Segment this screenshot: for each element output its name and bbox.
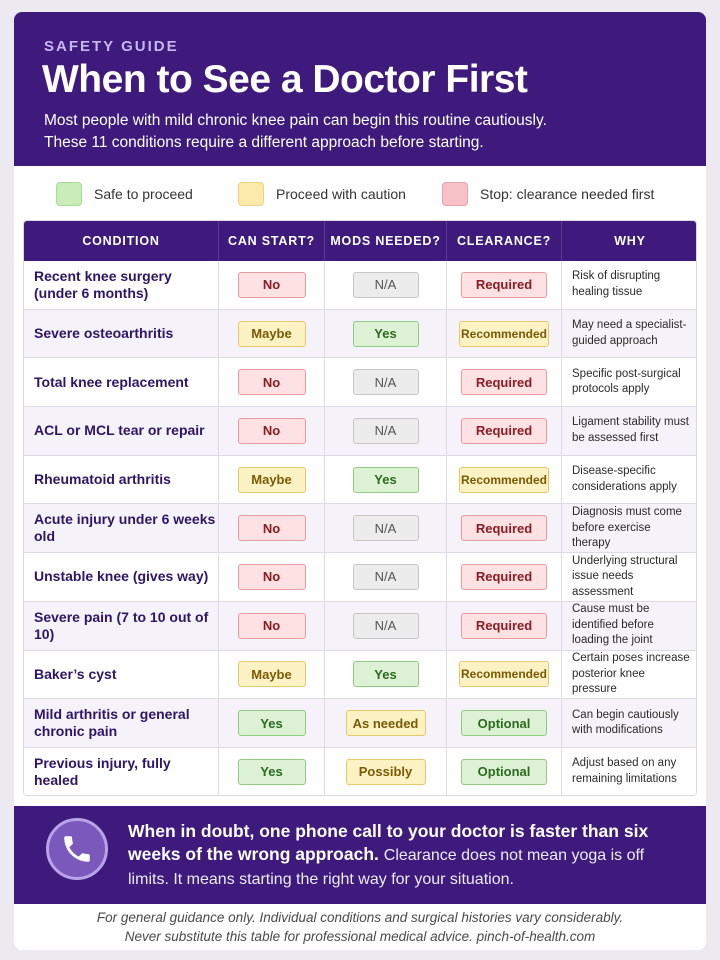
legend-item-caution [238, 182, 406, 206]
condition-cell: Recent knee surgery (under 6 months) [24, 261, 219, 309]
clearance-cell [447, 456, 562, 504]
can-start-cell [219, 261, 325, 309]
can-start-badge: No [238, 369, 306, 395]
condition-cell: Acute injury under 6 weeks old [24, 504, 219, 552]
mods-needed-cell [325, 602, 447, 650]
footer-disclaimer [14, 908, 706, 946]
can-start-badge: No [238, 418, 306, 444]
why-cell: Risk of disrupting healing tissue [572, 270, 661, 298]
mods-needed-badge: N/A [353, 369, 419, 395]
can-start-cell [219, 407, 325, 455]
why-cell: Cause must be identified before loading the joint [572, 603, 654, 647]
table-row [24, 602, 697, 651]
clearance-cell [447, 358, 562, 406]
mods-needed-badge: N/A [353, 613, 419, 639]
condition-cell: Unstable knee (gives way) [24, 553, 219, 601]
mods-needed-cell [325, 310, 447, 358]
clearance-badge: Required [461, 272, 547, 298]
mods-needed-badge: N/A [353, 272, 419, 298]
intro-line-1: Most people with mild chronic knee pain can begin this routine cautiously. [44, 112, 547, 129]
column-header-mods-needed: MODS NEEDED? [325, 221, 447, 261]
clearance-cell [447, 602, 562, 650]
table-row [24, 699, 697, 748]
mods-needed-badge: Yes [353, 661, 419, 687]
why-cell: Can begin cautiously with modifications [572, 708, 679, 737]
condition-cell: Severe pain (7 to 10 out of 10) [24, 602, 219, 650]
page-title: When to See a Doctor First [42, 58, 528, 101]
can-start-cell [219, 310, 325, 358]
table-row [24, 651, 697, 700]
column-header-clearance: CLEARANCE? [447, 221, 562, 261]
clearance-cell [447, 261, 562, 309]
header-banner [14, 12, 706, 166]
clearance-badge: Required [461, 515, 547, 541]
clearance-cell [447, 504, 562, 552]
legend-label: Safe to proceed [94, 186, 193, 202]
clearance-badge: Recommended [459, 321, 549, 347]
can-start-badge: Yes [238, 759, 306, 785]
mods-needed-badge: N/A [353, 515, 419, 541]
legend-item-safe [56, 182, 193, 206]
table-row [24, 261, 697, 310]
mods-needed-badge: Possibly [346, 759, 426, 785]
clearance-cell [447, 553, 562, 601]
clearance-badge: Required [461, 418, 547, 444]
table-header [24, 221, 697, 261]
footer-line-2: Never substitute this table for professional medical advice. pinch-of-health.com [124, 929, 596, 944]
can-start-cell [219, 553, 325, 601]
table-body [24, 261, 697, 796]
why-cell: Underlying structural issue needs assessment [572, 554, 678, 598]
mods-needed-cell [325, 407, 447, 455]
can-start-cell [219, 456, 325, 504]
legend-swatch-red [442, 182, 468, 206]
clearance-cell [447, 651, 562, 699]
can-start-badge: Maybe [238, 321, 306, 347]
can-start-badge: Maybe [238, 467, 306, 493]
mods-needed-badge: Yes [353, 321, 419, 347]
condition-cell: Previous injury, fully healed [24, 748, 219, 796]
condition-cell: Rheumatoid arthritis [24, 456, 219, 504]
table-row [24, 553, 697, 602]
condition-cell: Total knee replacement [24, 358, 219, 406]
column-header-why: WHY [614, 234, 646, 248]
why-cell: May need a specialist-guided approach [572, 319, 687, 347]
clearance-badge: Recommended [459, 661, 549, 687]
why-cell: Ligament stability must be assessed first [572, 416, 689, 444]
conditions-table [23, 220, 697, 796]
table-row [24, 748, 697, 796]
why-cell: Adjust based on any remaining limitations [572, 757, 677, 785]
mods-needed-cell [325, 261, 447, 309]
table-row [24, 407, 697, 456]
table-row [24, 358, 697, 407]
doctor-callout [14, 806, 706, 904]
mods-needed-badge: N/A [353, 418, 419, 444]
eyebrow-label: SAFETY GUIDE [44, 38, 179, 55]
why-cell: Certain poses increase posterior knee pressure [572, 652, 690, 696]
clearance-badge: Recommended [459, 467, 549, 493]
legend-swatch-yellow [238, 182, 264, 206]
callout-bold-text: When in doubt, one phone call to your doctor is faster than six weeks of the wrong approach. [128, 821, 649, 864]
can-start-cell [219, 699, 325, 747]
mods-needed-badge: N/A [353, 564, 419, 590]
clearance-badge: Optional [461, 759, 547, 785]
mods-needed-badge: Yes [353, 467, 419, 493]
condition-cell: Baker’s cyst [24, 651, 219, 699]
mods-needed-cell [325, 456, 447, 504]
can-start-cell [219, 602, 325, 650]
clearance-cell [447, 310, 562, 358]
safety-guide-card [14, 12, 706, 950]
callout-body-text: Clearance does not mean yoga is off limits. It means starting the right way for your situation. [128, 847, 645, 888]
table-row [24, 310, 697, 359]
clearance-cell [447, 748, 562, 796]
intro-line-2: These 11 conditions require a different approach before starting. [44, 134, 484, 151]
legend [14, 178, 706, 214]
clearance-badge: Required [461, 564, 547, 590]
can-start-badge: No [238, 515, 306, 541]
can-start-cell [219, 358, 325, 406]
clearance-badge: Required [461, 369, 547, 395]
mods-needed-cell [325, 504, 447, 552]
condition-cell: Severe osteoarthritis [24, 310, 219, 358]
phone-icon [46, 818, 108, 880]
clearance-badge: Required [461, 613, 547, 639]
why-cell: Disease-specific considerations apply [572, 465, 677, 493]
mods-needed-cell [325, 358, 447, 406]
can-start-cell [219, 504, 325, 552]
table-row [24, 456, 697, 505]
can-start-badge: No [238, 613, 306, 639]
mods-needed-badge: As needed [346, 710, 426, 736]
can-start-cell [219, 651, 325, 699]
why-cell: Specific post-surgical protocols apply [572, 367, 681, 396]
mods-needed-cell [325, 553, 447, 601]
clearance-badge: Optional [461, 710, 547, 736]
legend-item-stop [442, 182, 654, 206]
why-cell: Diagnosis must come before exercise therapy [572, 506, 682, 550]
mods-needed-cell [325, 651, 447, 699]
can-start-cell [219, 748, 325, 796]
column-header-condition: CONDITION [24, 221, 219, 261]
can-start-badge: Yes [238, 710, 306, 736]
can-start-badge: No [238, 272, 306, 298]
clearance-cell [447, 407, 562, 455]
legend-label: Stop: clearance needed first [480, 186, 655, 202]
mods-needed-cell [325, 748, 447, 796]
mods-needed-cell [325, 699, 447, 747]
clearance-cell [447, 699, 562, 747]
table-row [24, 504, 697, 553]
callout-text [128, 820, 688, 891]
can-start-badge: Maybe [238, 661, 306, 687]
can-start-badge: No [238, 564, 306, 590]
footer-line-1: For general guidance only. Individual conditions and surgical histories vary considerably. [96, 910, 624, 925]
condition-cell: Mild arthritis or general chronic pain [24, 699, 219, 747]
intro-text [44, 110, 684, 154]
legend-label: Proceed with caution [276, 186, 406, 202]
legend-swatch-green [56, 182, 82, 206]
column-header-can-start: CAN START? [219, 221, 325, 261]
condition-cell: ACL or MCL tear or repair [24, 407, 219, 455]
